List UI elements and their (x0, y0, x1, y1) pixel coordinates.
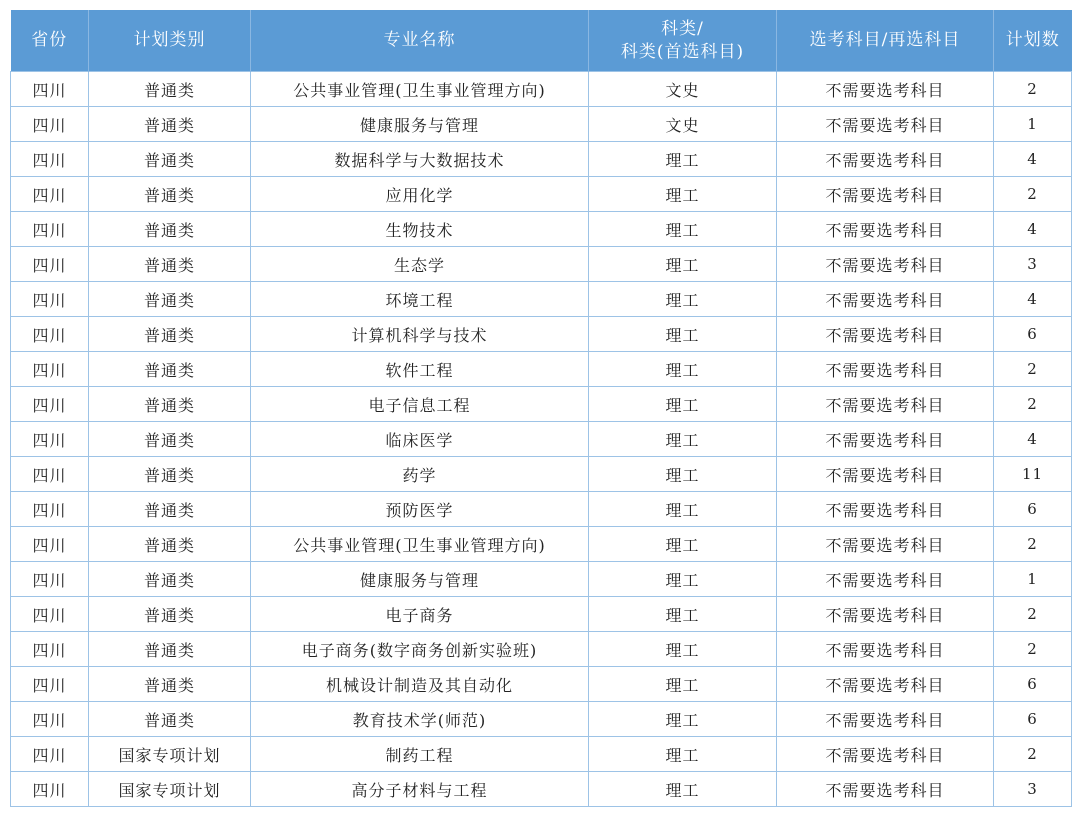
cell-subject: 理工 (589, 457, 777, 492)
cell-subject: 理工 (589, 492, 777, 527)
cell-count: 1 (994, 562, 1072, 597)
header-plan-type: 计划类别 (89, 10, 251, 72)
cell-major: 环境工程 (251, 282, 589, 317)
cell-major: 公共事业管理(卫生事业管理方向) (251, 527, 589, 562)
cell-count: 2 (994, 352, 1072, 387)
cell-elective: 不需要选考科目 (777, 177, 994, 212)
cell-count: 2 (994, 387, 1072, 422)
table-row (11, 212, 1072, 247)
table-row (11, 457, 1072, 492)
table-row (11, 597, 1072, 632)
cell-count: 2 (994, 527, 1072, 562)
cell-elective: 不需要选考科目 (777, 352, 994, 387)
cell-major: 临床医学 (251, 422, 589, 457)
cell-subject: 理工 (589, 527, 777, 562)
header-major: 专业名称 (251, 10, 589, 72)
header-subject-line1: 科类/ (661, 18, 704, 39)
cell-count: 2 (994, 632, 1072, 667)
cell-major: 应用化学 (251, 177, 589, 212)
cell-count: 2 (994, 177, 1072, 212)
header-elective: 选考科目/再选科目 (777, 10, 994, 72)
cell-count: 4 (994, 212, 1072, 247)
cell-province: 四川 (11, 597, 89, 632)
cell-count: 2 (994, 597, 1072, 632)
cell-plan-type: 普通类 (89, 702, 251, 737)
cell-plan-type: 普通类 (89, 72, 251, 107)
cell-elective: 不需要选考科目 (777, 457, 994, 492)
cell-major: 机械设计制造及其自动化 (251, 667, 589, 702)
cell-subject: 文史 (589, 107, 777, 142)
cell-elective: 不需要选考科目 (777, 562, 994, 597)
cell-major: 软件工程 (251, 352, 589, 387)
cell-elective: 不需要选考科目 (777, 737, 994, 772)
cell-major: 健康服务与管理 (251, 562, 589, 597)
cell-plan-type: 普通类 (89, 422, 251, 457)
table-row (11, 422, 1072, 457)
table-row (11, 702, 1072, 737)
table-row (11, 177, 1072, 212)
table-row (11, 247, 1072, 282)
cell-plan-type: 普通类 (89, 632, 251, 667)
cell-plan-type: 普通类 (89, 527, 251, 562)
cell-subject: 理工 (589, 737, 777, 772)
cell-subject: 理工 (589, 387, 777, 422)
cell-major: 生态学 (251, 247, 589, 282)
cell-count: 11 (994, 457, 1072, 492)
cell-plan-type: 国家专项计划 (89, 772, 251, 807)
cell-count: 4 (994, 282, 1072, 317)
cell-elective: 不需要选考科目 (777, 107, 994, 142)
cell-count: 3 (994, 772, 1072, 807)
cell-elective: 不需要选考科目 (777, 422, 994, 457)
table-row (11, 562, 1072, 597)
cell-elective: 不需要选考科目 (777, 247, 994, 282)
cell-subject: 理工 (589, 177, 777, 212)
cell-province: 四川 (11, 142, 89, 177)
cell-province: 四川 (11, 702, 89, 737)
admission-plan-table (10, 10, 1072, 807)
cell-count: 6 (994, 317, 1072, 352)
table-row (11, 737, 1072, 772)
cell-subject: 理工 (589, 702, 777, 737)
cell-plan-type: 普通类 (89, 282, 251, 317)
cell-plan-type: 普通类 (89, 107, 251, 142)
cell-subject: 理工 (589, 772, 777, 807)
cell-major: 预防医学 (251, 492, 589, 527)
cell-subject: 理工 (589, 632, 777, 667)
cell-subject: 理工 (589, 597, 777, 632)
cell-province: 四川 (11, 737, 89, 772)
cell-province: 四川 (11, 457, 89, 492)
table-row (11, 317, 1072, 352)
cell-major: 电子商务(数字商务创新实验班) (251, 632, 589, 667)
cell-province: 四川 (11, 772, 89, 807)
cell-plan-type: 普通类 (89, 387, 251, 422)
cell-province: 四川 (11, 317, 89, 352)
cell-count: 6 (994, 492, 1072, 527)
cell-province: 四川 (11, 422, 89, 457)
table-body (11, 72, 1072, 807)
cell-major: 制药工程 (251, 737, 589, 772)
table-row (11, 142, 1072, 177)
cell-elective: 不需要选考科目 (777, 317, 994, 352)
cell-province: 四川 (11, 212, 89, 247)
cell-elective: 不需要选考科目 (777, 632, 994, 667)
table-header-row (11, 10, 1072, 72)
cell-major: 教育技术学(师范) (251, 702, 589, 737)
cell-plan-type: 普通类 (89, 317, 251, 352)
table-row (11, 352, 1072, 387)
cell-elective: 不需要选考科目 (777, 667, 994, 702)
cell-plan-type: 普通类 (89, 562, 251, 597)
table-row (11, 527, 1072, 562)
header-province: 省份 (11, 10, 89, 72)
table-row (11, 107, 1072, 142)
cell-subject: 理工 (589, 212, 777, 247)
cell-province: 四川 (11, 527, 89, 562)
cell-province: 四川 (11, 282, 89, 317)
cell-count: 6 (994, 667, 1072, 702)
cell-plan-type: 普通类 (89, 177, 251, 212)
cell-elective: 不需要选考科目 (777, 282, 994, 317)
table-row (11, 632, 1072, 667)
header-count: 计划数 (994, 10, 1072, 72)
cell-plan-type: 普通类 (89, 247, 251, 282)
table-row (11, 282, 1072, 317)
table-row (11, 492, 1072, 527)
cell-count: 2 (994, 737, 1072, 772)
cell-major: 生物技术 (251, 212, 589, 247)
cell-subject: 文史 (589, 72, 777, 107)
cell-province: 四川 (11, 177, 89, 212)
table-row (11, 667, 1072, 702)
cell-subject: 理工 (589, 667, 777, 702)
cell-subject: 理工 (589, 282, 777, 317)
cell-count: 3 (994, 247, 1072, 282)
cell-plan-type: 国家专项计划 (89, 737, 251, 772)
cell-province: 四川 (11, 72, 89, 107)
cell-elective: 不需要选考科目 (777, 142, 994, 177)
cell-major: 数据科学与大数据技术 (251, 142, 589, 177)
cell-plan-type: 普通类 (89, 352, 251, 387)
cell-province: 四川 (11, 492, 89, 527)
cell-province: 四川 (11, 247, 89, 282)
cell-province: 四川 (11, 352, 89, 387)
cell-count: 6 (994, 702, 1072, 737)
cell-elective: 不需要选考科目 (777, 527, 994, 562)
admission-plan-table-container (10, 10, 1071, 807)
cell-count: 2 (994, 72, 1072, 107)
table-row (11, 387, 1072, 422)
cell-elective: 不需要选考科目 (777, 772, 994, 807)
cell-plan-type: 普通类 (89, 667, 251, 702)
cell-major: 公共事业管理(卫生事业管理方向) (251, 72, 589, 107)
cell-subject: 理工 (589, 352, 777, 387)
cell-count: 4 (994, 142, 1072, 177)
cell-elective: 不需要选考科目 (777, 597, 994, 632)
cell-major: 计算机科学与技术 (251, 317, 589, 352)
cell-major: 健康服务与管理 (251, 107, 589, 142)
cell-count: 4 (994, 422, 1072, 457)
header-subject (589, 10, 777, 72)
cell-subject: 理工 (589, 562, 777, 597)
cell-count: 1 (994, 107, 1072, 142)
table-row (11, 72, 1072, 107)
cell-elective: 不需要选考科目 (777, 72, 994, 107)
header-subject-line2: 科类(首选科目) (620, 41, 745, 62)
cell-plan-type: 普通类 (89, 492, 251, 527)
cell-elective: 不需要选考科目 (777, 387, 994, 422)
cell-plan-type: 普通类 (89, 142, 251, 177)
cell-province: 四川 (11, 387, 89, 422)
cell-subject: 理工 (589, 142, 777, 177)
cell-plan-type: 普通类 (89, 457, 251, 492)
cell-province: 四川 (11, 632, 89, 667)
cell-province: 四川 (11, 667, 89, 702)
cell-subject: 理工 (589, 317, 777, 352)
cell-major: 电子商务 (251, 597, 589, 632)
cell-subject: 理工 (589, 422, 777, 457)
cell-plan-type: 普通类 (89, 597, 251, 632)
cell-major: 电子信息工程 (251, 387, 589, 422)
table-row (11, 772, 1072, 807)
cell-major: 药学 (251, 457, 589, 492)
cell-province: 四川 (11, 562, 89, 597)
cell-major: 高分子材料与工程 (251, 772, 589, 807)
cell-elective: 不需要选考科目 (777, 492, 994, 527)
cell-subject: 理工 (589, 247, 777, 282)
cell-elective: 不需要选考科目 (777, 702, 994, 737)
cell-plan-type: 普通类 (89, 212, 251, 247)
cell-province: 四川 (11, 107, 89, 142)
cell-elective: 不需要选考科目 (777, 212, 994, 247)
